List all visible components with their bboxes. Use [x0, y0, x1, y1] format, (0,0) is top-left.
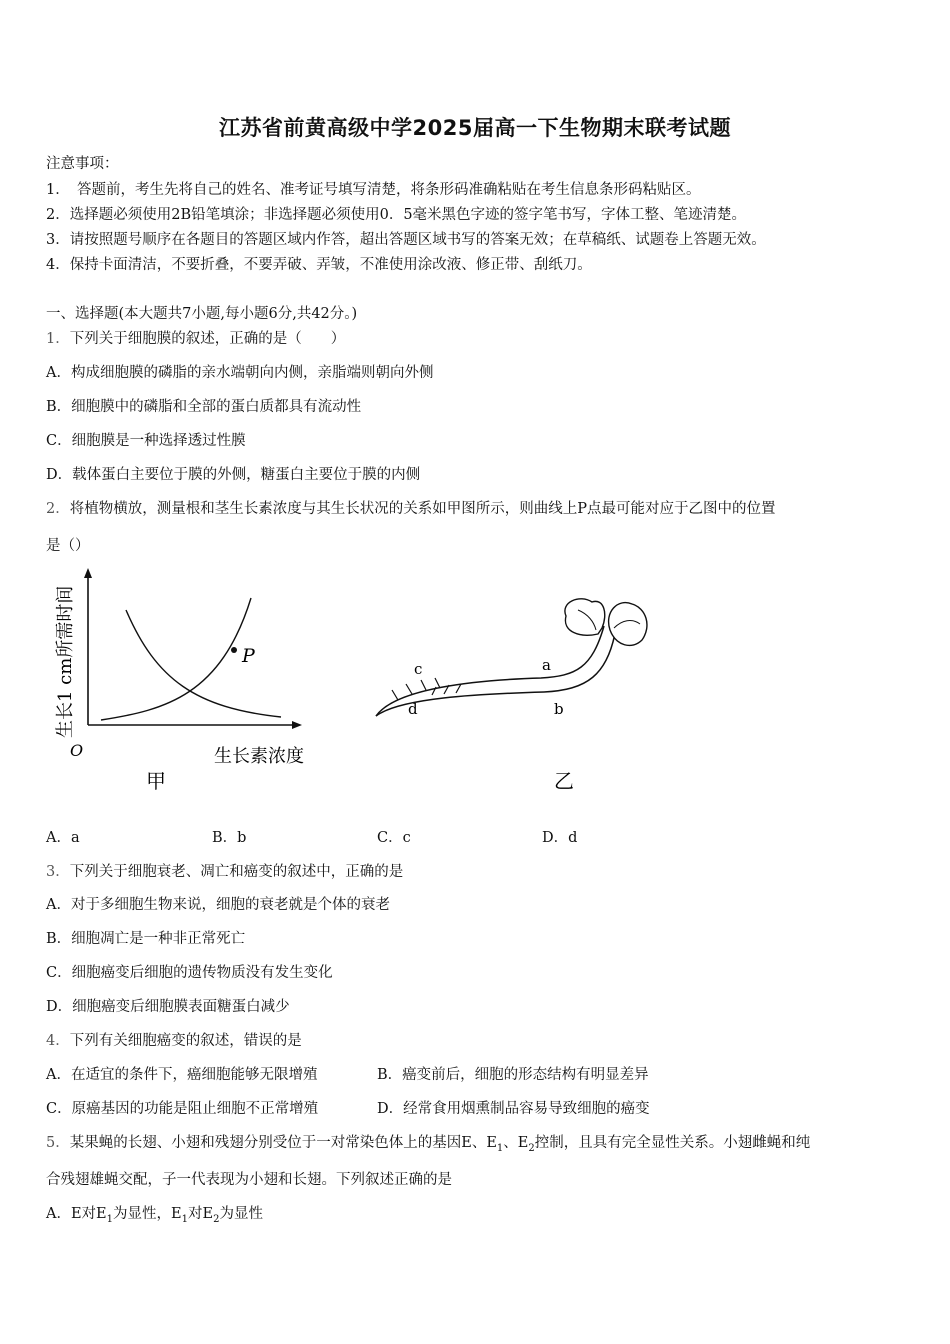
question-4	[46, 1029, 302, 1050]
option-text-part: 对E	[188, 1206, 214, 1222]
question-stem: 将植物横放，测量根和茎生长素浓度与其生长状况的关系如甲图所示，则曲线上P点最可能对应于乙图中的位置	[69, 501, 776, 517]
q4-option-c: C．原癌基因的功能是阻止细胞不正常增殖	[46, 1101, 319, 1117]
q1-option-c: C．细胞膜是一种选择透过性膜	[46, 433, 246, 449]
question-stem: 下列关于细胞衰老、凋亡和癌变的叙述中，正确的是	[69, 864, 404, 880]
question-stem: 下列有关细胞癌变的叙述，错误的是	[69, 1033, 302, 1049]
option-text-part: 为显性，E	[113, 1206, 182, 1222]
left-leaf	[565, 599, 605, 635]
q1-option-d: D．载体蛋白主要位于膜的外侧，糖蛋白主要位于膜的内侧	[46, 467, 421, 483]
notice-item-2: 2．选择题必须使用2B铅笔填涂；非选择题必须使用0．5毫米黑色字迹的签字笔书写，字体工整、笔迹清楚。	[46, 207, 747, 223]
page-title: 江苏省前黄高级中学2025届高一下生物期末联考试题	[219, 116, 731, 140]
x-axis-label: 生长素浓度	[214, 746, 304, 767]
notice-item-1: 1． 答题前，考生先将自己的姓名、准考证号填写清楚，将条形码准确粘贴在考生信息条形码粘贴区。	[46, 182, 701, 198]
y-axis-arrow	[84, 568, 92, 578]
point-p	[231, 647, 237, 653]
section-heading: 一、选择题(本大题共7小题,每小题6分,共42分。)	[46, 306, 358, 322]
q1-option-a: A．构成细胞膜的磷脂的亲水端朝向内侧，亲脂端则朝向外侧	[46, 365, 434, 381]
q3-option-a: A．对于多细胞生物来说，细胞的衰老就是个体的衰老	[46, 897, 390, 913]
question-stem: 下列关于细胞膜的叙述，正确的是（ ）	[69, 331, 346, 347]
question-1	[46, 327, 345, 348]
root-curve	[126, 610, 281, 717]
question-number: 4．	[46, 1033, 70, 1049]
x-axis-arrow	[292, 721, 302, 729]
stem-curve	[101, 598, 251, 720]
origin-label: O	[70, 741, 84, 760]
notice-item-4: 4．保持卡面清洁，不要折叠，不要弄破、弄皱，不准使用涂改液、修正带、刮纸刀。	[46, 257, 592, 273]
q5-option-a	[46, 1202, 263, 1225]
question-stem-part: 控制，且具有完全显性关系。小翅雌蝇和纯	[534, 1135, 811, 1151]
q4-option-b: B．癌变前后，细胞的形态结构有明显差异	[377, 1067, 649, 1083]
figure-yi-caption: 乙	[554, 769, 574, 793]
label-c: c	[414, 660, 423, 678]
option-text-part: 为显性	[219, 1206, 263, 1222]
q2-option-b: B．b	[212, 830, 247, 846]
q1-option-b: B．细胞膜中的磷脂和全部的蛋白质都具有流动性	[46, 399, 362, 415]
q3-option-b: B．细胞凋亡是一种非正常死亡	[46, 931, 246, 947]
q4-option-d: D．经常食用烟熏制品容易导致细胞的癌变	[377, 1101, 650, 1117]
point-p-label: P	[242, 645, 255, 667]
subscript: 2	[528, 1142, 535, 1154]
question-number: 5．	[46, 1135, 70, 1151]
question-5-continued: 合残翅雄蝇交配，子一代表现为小翅和长翅。下列叙述正确的是	[46, 1172, 452, 1188]
notice-heading: 注意事项：	[46, 156, 119, 172]
q2-option-c: C．c	[377, 830, 411, 846]
question-3	[46, 860, 403, 881]
label-a: a	[542, 656, 551, 674]
question-number: 2．	[46, 501, 70, 517]
q2-option-d: D．d	[542, 830, 578, 846]
notice-item-3: 3．请按照题号顺序在各题目的答题区域内作答，超出答题区域书写的答案无效；在草稿纸、试题卷上答题无效。	[46, 232, 766, 248]
y-axis-label: 生长1 cm所需时间	[55, 585, 76, 738]
question-stem-part: 、E	[503, 1135, 529, 1151]
q2-option-a: A．a	[46, 830, 80, 846]
question-5	[46, 1131, 810, 1154]
figure-jia	[46, 560, 346, 805]
q3-option-d: D．细胞癌变后细胞膜表面糖蛋白减少	[46, 999, 290, 1015]
question-stem-part: 某果蝇的长翅、小翅和残翅分别受位于一对常染色体上的基因E、E	[69, 1135, 497, 1151]
q4-option-a: A．在适宜的条件下，癌细胞能够无限增殖	[46, 1067, 318, 1083]
figure-jia-caption: 甲	[146, 769, 166, 793]
subscript: 1	[106, 1213, 114, 1225]
subscript: 1	[496, 1142, 504, 1154]
question-number: 1．	[46, 331, 70, 347]
subscript: 2	[213, 1213, 220, 1225]
question-number: 3．	[46, 864, 70, 880]
label-d: d	[408, 700, 418, 718]
figure-yi	[366, 592, 666, 797]
question-2-continued: 是（）	[46, 538, 90, 554]
question-2	[46, 497, 776, 518]
option-text-part: A．E对E	[46, 1206, 107, 1222]
q3-option-c: C．细胞癌变后细胞的遗传物质没有发生变化	[46, 965, 333, 981]
subscript: 1	[181, 1213, 188, 1225]
label-b: b	[554, 700, 564, 718]
